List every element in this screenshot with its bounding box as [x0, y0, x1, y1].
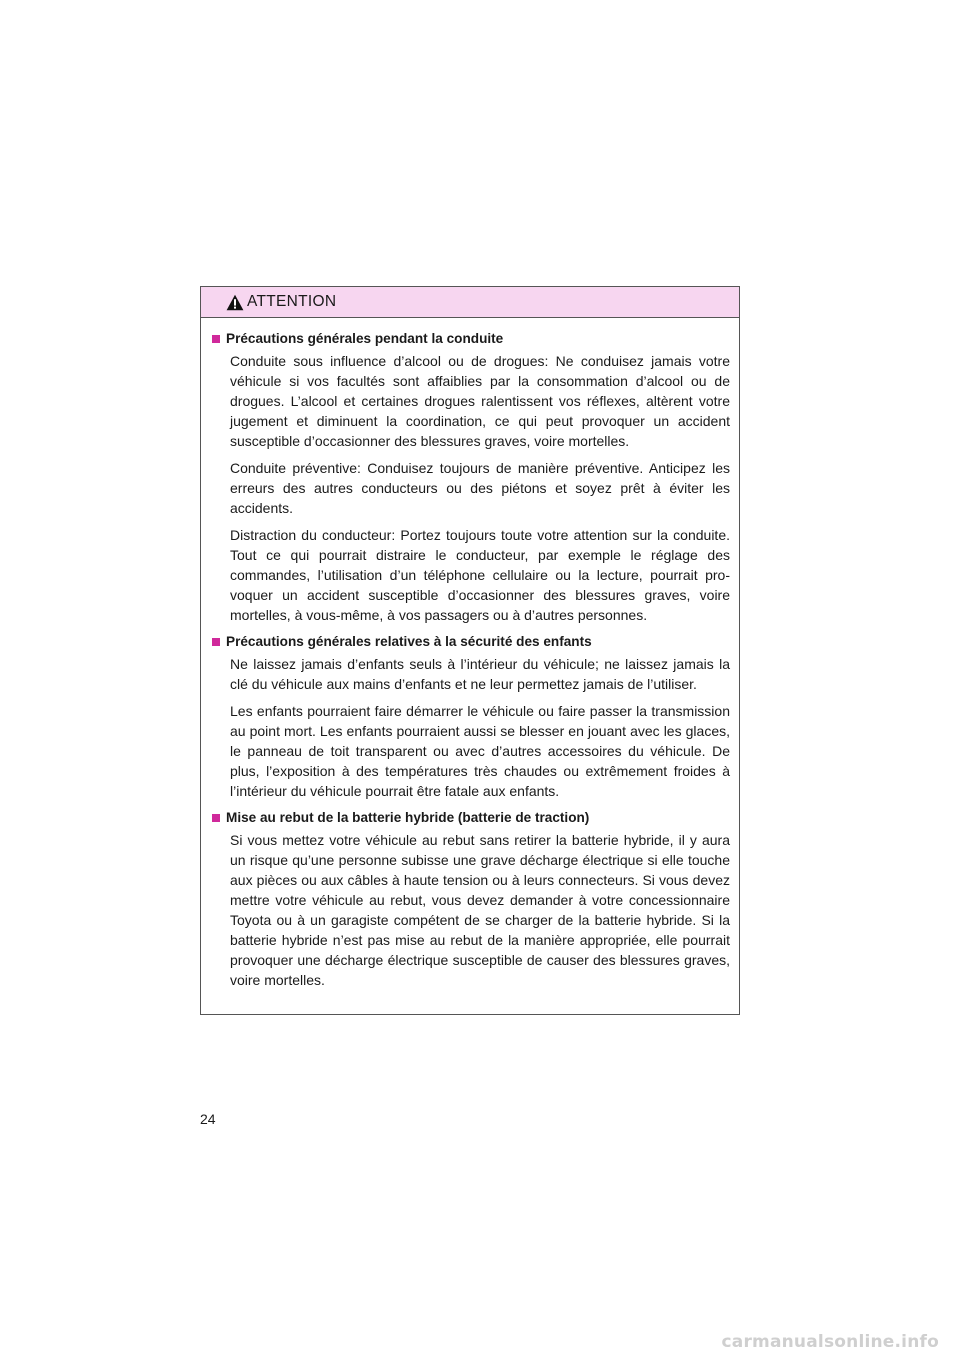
section-heading-text: Précautions générales pendant la conduite — [226, 331, 504, 346]
section-heading — [212, 632, 730, 652]
caution-box — [200, 286, 740, 1015]
paragraph: Les enfants pourraient faire démarrer le véhicule ou faire passer la transmission au point mort. Les enfants pourraient aussi se blesser en jouant avec les glaces, le panneau de toit transparent ou avec d’autres accessoires du véhicule. De plus, l’exposition à des températures très chaudes ou extrêmement froides à l’intérieur du véhicule pourrait être fatale aux enfants. — [230, 703, 730, 799]
bullet-square-icon — [212, 814, 220, 822]
bullet-square-icon — [212, 335, 220, 343]
section-driving — [212, 329, 730, 625]
caution-body — [201, 318, 739, 990]
paragraph: Ne laissez jamais d’enfants seuls à l’intérieur du véhicule; ne laissez jamais la clé du véhicule aux mains d’enfants et ne leur permettez jamais de l’utiliser. — [230, 656, 730, 692]
bullet-square-icon — [212, 638, 220, 646]
paragraph: Conduite préventive: Conduisez toujours de manière préventive. Anticipez les erreurs des autres conducteurs ou des piétons et soyez prêt à éviter les accidents. — [230, 460, 730, 516]
paragraph: Si vous mettez votre véhicule au rebut sans retirer la batterie hybride, il y aura un risque qu’une personne subisse une grave décharge électrique si elle touche aux pièces ou aux câbles à haute tension ou à leurs connecteurs. Si vous devez mettre votre véhicule au rebut, vous devez demander à votre concessionnaire Toyota ou à un garagiste compétent de se charger de la batterie hybride. Si la batterie hybride n’est pas mise au rebut de la manière appropriée, elle pourrait provoquer une décharge électrique susceptible de causer des blessures graves, voire mortelles. — [230, 832, 730, 988]
watermark: carmanualsonline.info — [721, 1332, 939, 1352]
section-heading — [212, 808, 730, 828]
section-heading — [212, 329, 730, 349]
section-heading-text: Précautions générales relatives à la sécurité des enfants — [226, 634, 592, 649]
section-children — [212, 632, 730, 801]
page-number: 24 — [200, 1111, 216, 1127]
caution-title: ATTENTION — [247, 293, 337, 310]
paragraph: Conduite sous influence d’alcool ou de drogues: Ne conduisez jamais votre véhicule si vos facultés sont affaiblies par la consommation d’alcool ou de drogues. L’alcool et certaines drogues ralentissent vos réflexes, altèrent votre jugement et diminuent la coordination, ce qui peut provoquer un accident susceptible d’occasionner des blessures graves, voire mortelles. — [230, 353, 730, 449]
section-battery — [212, 808, 730, 990]
paragraph: Distraction du conducteur: Portez toujours toute votre attention sur la conduite. Tout ce qui pourrait distraire le conducteur, par exemple le réglage des commandes, l’utilisation d’un téléphone cellulaire ou la lecture, pourrait provoquer un accident susceptible d’occasionner des blessures graves, voire mortelles, à vous-même, à vos passagers ou à d’autres personnes. — [230, 527, 730, 623]
section-heading-text: Mise au rebut de la batterie hybride (batterie de traction) — [226, 810, 590, 825]
caution-header — [201, 287, 739, 318]
warning-triangle-icon — [226, 294, 244, 311]
